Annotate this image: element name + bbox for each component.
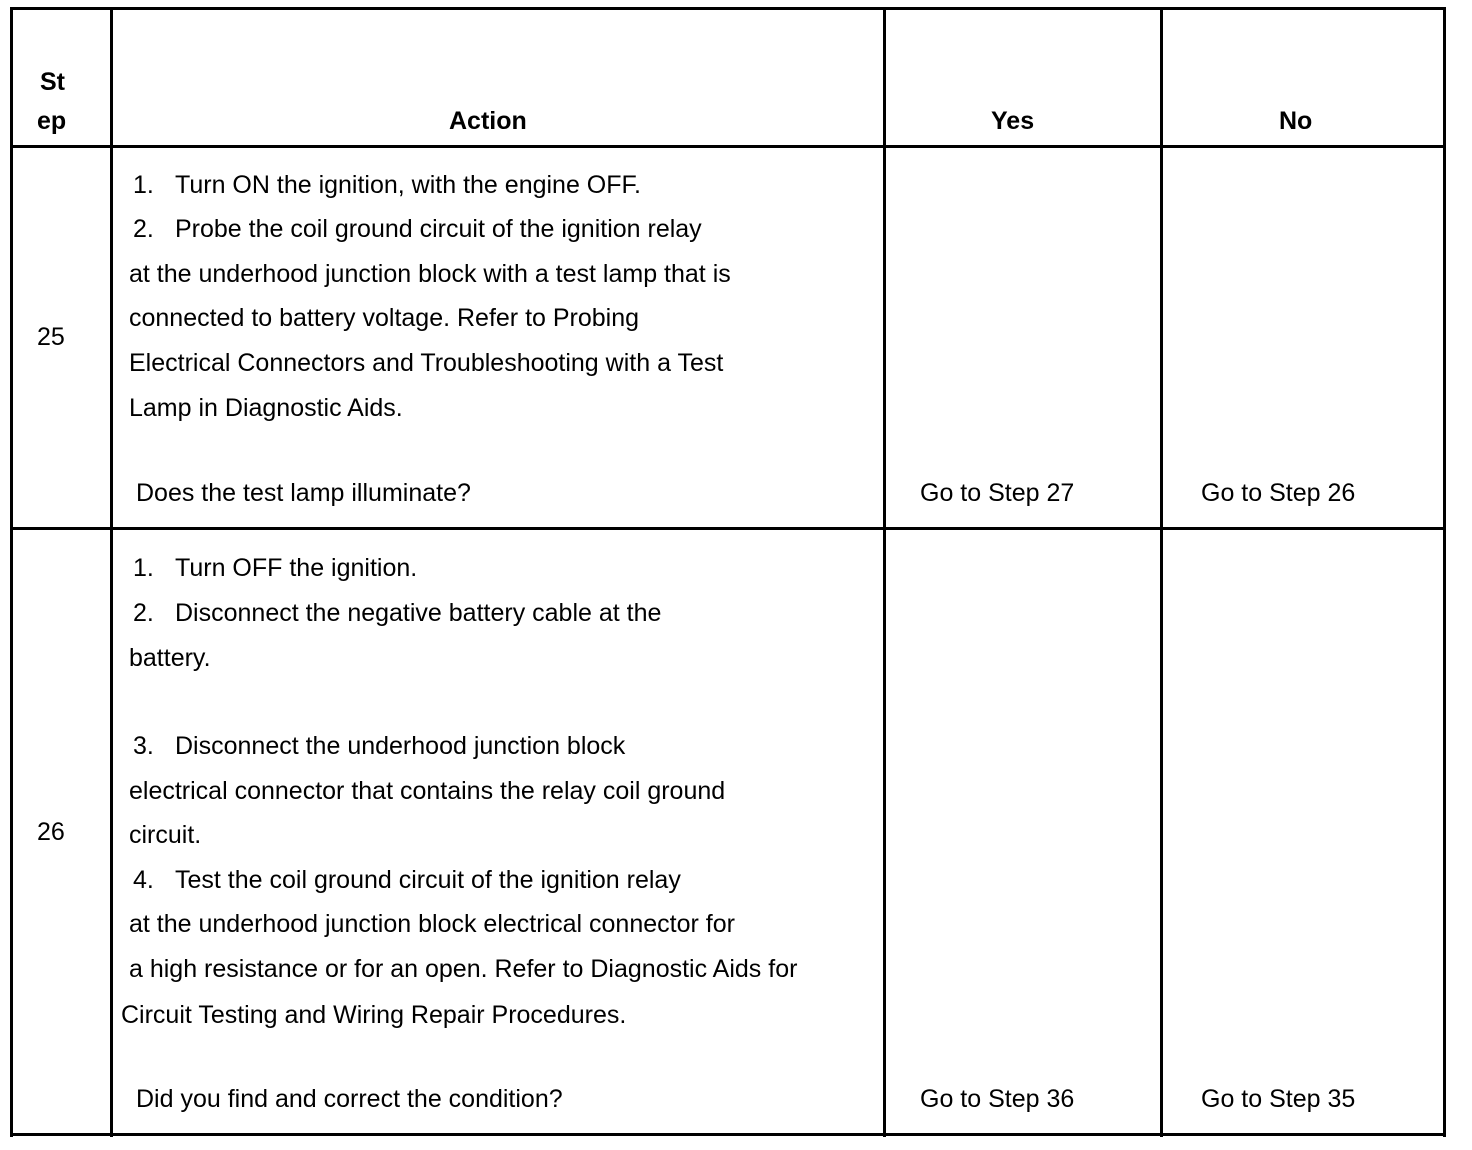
action-line-number: 1. <box>133 171 154 199</box>
action-line-number: 4. <box>133 866 154 894</box>
header-no: No <box>1279 107 1313 135</box>
table-border-right <box>1443 7 1446 1137</box>
header-step-line2: ep <box>37 107 67 135</box>
column-divider-step <box>110 7 113 1137</box>
yes-result: Go to Step 27 <box>920 479 1075 507</box>
action-line: at the underhood junction block with a test lamp that is <box>129 260 731 288</box>
header-step-line1: St <box>40 68 65 96</box>
action-line-text: Turn ON the ignition, with the engine OFF. <box>175 171 641 199</box>
action-line: electrical connector that contains the relay coil ground <box>129 777 726 805</box>
column-divider-yes <box>1160 7 1163 1137</box>
row-divider <box>10 527 1446 530</box>
no-result: Go to Step 35 <box>1201 1085 1356 1113</box>
action-line: Circuit Testing and Wiring Repair Procedures. <box>121 1001 627 1029</box>
action-line <box>129 598 661 628</box>
action-line <box>129 731 625 761</box>
action-line-text: Test the coil ground circuit of the ignition relay <box>175 866 681 894</box>
action-line: Electrical Connectors and Troubleshooting with a Test <box>129 349 724 377</box>
table-border-left <box>10 7 13 1137</box>
step-number: 26 <box>37 818 65 846</box>
header-action: Action <box>449 107 527 135</box>
action-line: Lamp in Diagnostic Aids. <box>129 394 403 422</box>
action-line-text: Probe the coil ground circuit of the ignition relay <box>175 215 702 243</box>
action-line <box>129 214 702 244</box>
action-line-text: Disconnect the underhood junction block <box>175 732 626 760</box>
table-border-bottom <box>10 1133 1446 1136</box>
action-line: connected to battery voltage. Refer to Probing <box>129 304 640 332</box>
action-line <box>129 553 417 583</box>
yes-result: Go to Step 36 <box>920 1085 1075 1113</box>
action-question: Does the test lamp illuminate? <box>136 479 471 507</box>
action-line-number: 1. <box>133 554 154 582</box>
column-divider-action <box>883 7 886 1137</box>
step-number: 25 <box>37 323 65 351</box>
action-line: battery. <box>129 644 211 672</box>
action-line-text: Turn OFF the ignition. <box>175 554 418 582</box>
header-yes: Yes <box>991 107 1035 135</box>
action-line-number: 3. <box>133 732 154 760</box>
action-line-number: 2. <box>133 215 154 243</box>
action-line: circuit. <box>129 821 202 849</box>
action-line: at the underhood junction block electrical connector for <box>129 910 735 938</box>
header-divider <box>10 145 1446 148</box>
action-line <box>129 865 681 895</box>
table-border-top <box>10 7 1446 10</box>
action-line <box>129 170 641 200</box>
no-result: Go to Step 26 <box>1201 479 1356 507</box>
action-line-number: 2. <box>133 599 154 627</box>
action-line-text: Disconnect the negative battery cable at the <box>175 599 662 627</box>
action-question: Did you find and correct the condition? <box>136 1085 563 1113</box>
action-line: a high resistance or for an open. Refer to Diagnostic Aids for <box>129 955 798 983</box>
